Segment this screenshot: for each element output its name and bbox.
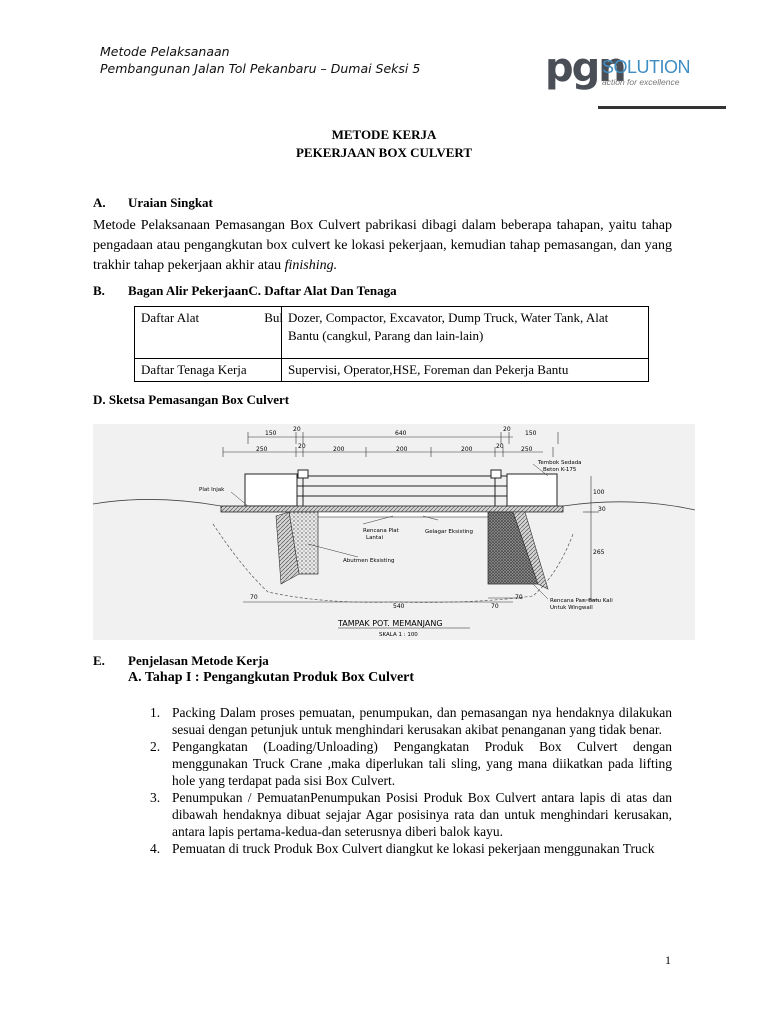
stage-1-list: [150, 704, 672, 857]
table-cell-label: [135, 307, 282, 359]
label-rencana-plat: Rencana Plat: [363, 528, 399, 534]
dim-right-1: 30: [598, 506, 606, 513]
table-cell-value: Supervisi, Operator,HSE, Foreman dan Pekerja Bantu: [282, 359, 649, 382]
label-plat-injak: Plat Injak: [199, 487, 225, 493]
label-gelagar: Gelagar Eksisting: [425, 529, 473, 535]
section-e-heading: Penjelasan Metode Kerja: [128, 653, 269, 668]
document-title: METODE KERJA: [331, 127, 437, 142]
list-item-text: Pengangkatan (Loading/Unloading) Pengangkatan Produk Box Culvert dengan menggunakan Truck Crane ,maka diperlukan tali sling, yang mana diikatkan pada lifting hole yang terdapat pada sisi Box Culvert.: [172, 739, 672, 788]
dim-second-2: 200: [333, 446, 345, 453]
left-railing-post: [298, 470, 308, 478]
section-d-label: D: [93, 392, 103, 407]
section-b-heading: Bagan Alir PekerjaanC. Daftar Alat Dan Tenaga: [128, 283, 397, 298]
header-divider: [598, 106, 726, 109]
deck-slab: [221, 506, 563, 512]
dim-second-5: 20: [496, 443, 504, 450]
label-pas-batu: Rencana Pas. Batu Kali: [550, 598, 613, 604]
dim-bottom-0: 70: [250, 594, 258, 601]
equipment-label: Daftar Alat: [141, 310, 200, 325]
right-parapet-wall: [507, 474, 557, 506]
left-parapet-wall: [245, 474, 297, 506]
label-abutmen: Abutmen Eksisting: [343, 558, 395, 564]
sketch-scale: SKALA 1 : 100: [379, 632, 418, 638]
label-wingwall: Untuk Wingwall: [550, 605, 593, 611]
sketch-caption: TAMPAK POT. MEMANJANG: [338, 619, 443, 628]
list-item: [150, 704, 672, 738]
section-a-label: A.: [93, 195, 106, 210]
label-tembok: Tembok Sedada: [538, 460, 582, 466]
equipment-table: [134, 306, 649, 382]
stage-1-heading: A. Tahap I : Pengangkutan Produk Box Culvert: [128, 670, 415, 685]
table-row: [135, 307, 649, 359]
dim-second-0: 250: [256, 446, 268, 453]
document-subtitle: PEKERJAAN BOX CULVERT: [295, 145, 473, 160]
list-item: [150, 738, 672, 789]
dim-second-4: 200: [461, 446, 473, 453]
list-item-number: 4.: [150, 841, 161, 856]
box-culvert-sketch: [93, 424, 695, 640]
list-item: [150, 789, 672, 840]
logo-name: SOLUTION: [602, 57, 691, 77]
dim-top-2: 640: [395, 430, 407, 437]
section-a-paragraph: [93, 216, 672, 276]
label-beton: Beton K-175: [543, 467, 577, 473]
dim-top-0: 150: [265, 430, 277, 437]
section-a-text: Metode Pelaksanaan Pemasangan Box Culvert pabrikasi dibagi dalam beberapa tahapan, yaitu tahap pengadaan atau pengangkutan box culvert ke lokasi pekerjaan, kemudian tahap pemasangan, dan yang trakhir tahap pekerjaan akhir atau: [93, 218, 672, 273]
header-project-title: Pembangunan Jalan Tol Pekanbaru – Dumai Seksi 5: [100, 61, 421, 76]
list-item-number: 2.: [150, 739, 161, 754]
label-lantai: Lantai: [366, 535, 383, 541]
table-cell-label: Daftar Tenaga Kerja: [135, 359, 282, 382]
dim-second-3: 200: [396, 446, 408, 453]
section-d-heading: . Sketsa Pemasangan Box Culvert: [102, 392, 290, 407]
list-item: [150, 840, 672, 857]
table-cell-value: Dozer, Compactor, Excavator, Dump Truck, Water Tank, Alat Bantu (cangkul, Parang dan lain-lain): [282, 307, 649, 359]
page-number: 1: [665, 953, 671, 967]
girder: [298, 512, 498, 517]
header-doc-title: Metode Pelaksanaan: [100, 44, 230, 59]
dim-bottom-3: 70: [515, 594, 523, 601]
right-railing-post: [491, 470, 501, 478]
list-item-number: 1.: [150, 705, 161, 720]
table-row: [135, 359, 649, 382]
logo-mark: pgn: [545, 45, 625, 91]
section-d-title: [93, 392, 289, 408]
company-logo: [545, 45, 691, 110]
section-e-label: E.: [93, 653, 105, 668]
dim-second-1: 20: [298, 443, 306, 450]
list-item-text: Penumpukan / PemuatanPenumpukan Posisi Produk Box Culvert antara lapis di atas dan dibawah hendaknya dibuat sejajar Agar posisinya rata dan untuk menghindari kerusakan, antara lapis pertama-kedua-dan seterusnya diberi balok kayu.: [172, 790, 672, 839]
logo-tagline: action for excellence: [602, 77, 680, 87]
list-item-text: Packing Dalam proses pemuatan, penumpukan, dan pemasangan nya hendaknya dilakukan sesuai dengan petunjuk untuk menghindari kerusakan akibat penanganan yang tidak benar.: [172, 705, 672, 737]
dim-bottom-2: 70: [491, 603, 499, 610]
list-item-number: 3.: [150, 790, 161, 805]
dim-bottom-1: 540: [393, 603, 405, 610]
dim-top-4: 150: [525, 430, 537, 437]
dim-second-6: 250: [521, 446, 533, 453]
dim-right-2: 265: [593, 549, 605, 556]
dim-top-3: 20: [503, 426, 511, 433]
section-a-italic: finishing.: [284, 258, 338, 273]
list-item-text: Pemuatan di truck Produk Box Culvert diangkut ke lokasi pekerjaan menggunakan Truck: [172, 841, 655, 856]
dim-top-1: 20: [293, 426, 301, 433]
section-b-label: B.: [93, 283, 105, 298]
section-a-heading: Uraian Singkat: [128, 195, 213, 210]
dim-right-0: 100: [593, 489, 605, 496]
equipment-overlap-text: Bul: [264, 310, 283, 325]
